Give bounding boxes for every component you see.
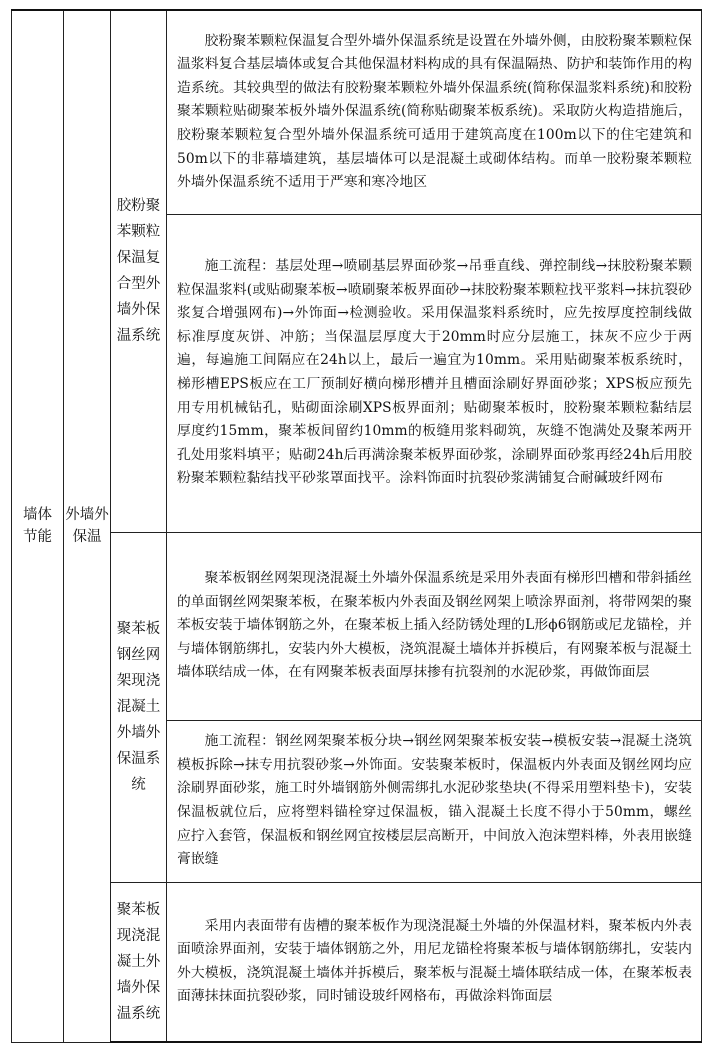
- system-name-cell: [111, 10, 167, 532]
- category-label: 墙体节能: [23, 507, 52, 546]
- subcategory-cell: [64, 10, 111, 1042]
- procedure-cell: 施工流程：基层处理→喷刷基层界面砂浆→吊垂直线、弹控制线→抹胶粉聚苯颗粒保温浆料(或贴砌聚苯板→喷刷聚苯板界面砂→抹胶粉聚苯颗粒找平浆料→抹抗裂砂浆复合增强网布)→外饰面→检测验收。采用保温浆料系统时，应先按厚度控制线做标准厚度灰饼、冲筋；当保温层厚度大于20mm时应分层施工，抹灰不应少于两遍，每遍施工间隔应在24h以上，最后一遍宜为10mm。采用贴砌聚苯板系统时，梯形槽EPS板应在工厂预制好横向梯形槽并且槽面涂刷好界面砂浆；XPS板应预先用专用机械钻孔，贴砌面涂刷XPS板界面剂；贴砌聚苯板时，胶粉聚苯颗粒黏结层厚度约15mm，聚苯板间留约10mm的板缝用浆料砌筑，灰缝不饱满处及聚苯两开孔处用浆料填平；贴砌24h后再满涂聚苯板界面砂浆，涂刷界面砂浆再经24h后用胶粉聚苯颗粒黏结找平砂浆罩面找平。涂料饰面时抗裂砂浆满铺复合耐碱玻纤网布: [167, 214, 702, 532]
- description-cell: 采用内表面带有齿槽的聚苯板作为现浇混凝土外墙的外保温材料，聚苯板内外表面喷涂界面剂，安装于墙体钢筋之外，用尼龙锚栓将聚苯板与墙体钢筋绑扎，安装内外大模板，浇筑混凝土墙体并拆模后，聚苯板与混凝土墙体联结成一体，在聚苯板表面薄抹抹面抗裂砂浆，同时铺设玻纤网格布，再做涂料饰面层: [167, 882, 702, 1042]
- description-cell: 胶粉聚苯颗粒保温复合型外墙外保温系统是设置在外墙外侧，由胶粉聚苯颗粒保温浆料复合基层墙体或复合其他保温材料构成的具有保温隔热、防护和装饰作用的构造系统。其较典型的做法有胶粉聚苯颗粒外墙外保温系统(简称保温浆料系统)和胶粉聚苯颗粒贴砌聚苯板外墙外保温系统(简称贴砌聚苯板系统)。采取防火构造措施后，胶粉聚苯颗粒复合型外墙外保温系统可适用于建筑高度在100m以下的住宅建筑和50m以下的非幕墙建筑，基层墙体可以是混凝土或砌体结构。而单一胶粉聚苯颗粒外墙外保温系统不适用于严寒和寒冷地区: [167, 10, 702, 214]
- content-table: [11, 9, 702, 1043]
- system-name-label: 聚苯板钢丝网架现浇混凝土外墙外保温系统: [116, 621, 161, 793]
- system-name-label: 胶粉聚苯颗粒保温复合型外墙外保温系统: [116, 198, 161, 345]
- procedure-cell: 施工流程：钢丝网架聚苯板分块→钢丝网架聚苯板安装→模板安装→混凝土浇筑模板拆除→抹专用抗裂砂浆→外饰面。安装聚苯板时，保温板内外表面及钢丝网均应涂刷界面砂浆，施工时外墙钢筋外侧需绑扎水泥砂浆垫块(不得采用塑料垫卡)，安装保温板就位后，应将塑料锚栓穿过保温板，锚入混凝土长度不得小于50mm，螺丝应拧入套管，保温板和钢丝网宜按楼层层高断开，中间放入泡沫塑料棒，外表用嵌缝膏嵌缝: [167, 720, 702, 882]
- description-cell: 聚苯板钢丝网架现浇混凝土外墙外保温系统是采用外表面有梯形凹槽和带斜插丝的单面钢丝网架聚苯板，在聚苯板内外表面及钢丝网架上喷涂界面剂，将带网架的聚苯板安装于墙体钢筋之外，在聚苯板上插入经防锈处理的L形ϕ6钢筋或尼龙锚栓，并与墙体钢筋绑扎，安装内外大模板，浇筑混凝土墙体并拆模后，有网聚苯板与混凝土墙体联结成一体，在有网聚苯板表面厚抹掺有抗裂剂的水泥砂浆，再做饰面层: [167, 532, 702, 720]
- subcategory-label: 外墙外保温: [65, 507, 109, 546]
- category-cell: [12, 10, 64, 1042]
- system-name-cell: [111, 532, 167, 882]
- system-name-cell: [111, 882, 167, 1042]
- system-name-label: 聚苯板现浇混凝土外墙外保温系统: [116, 901, 161, 1022]
